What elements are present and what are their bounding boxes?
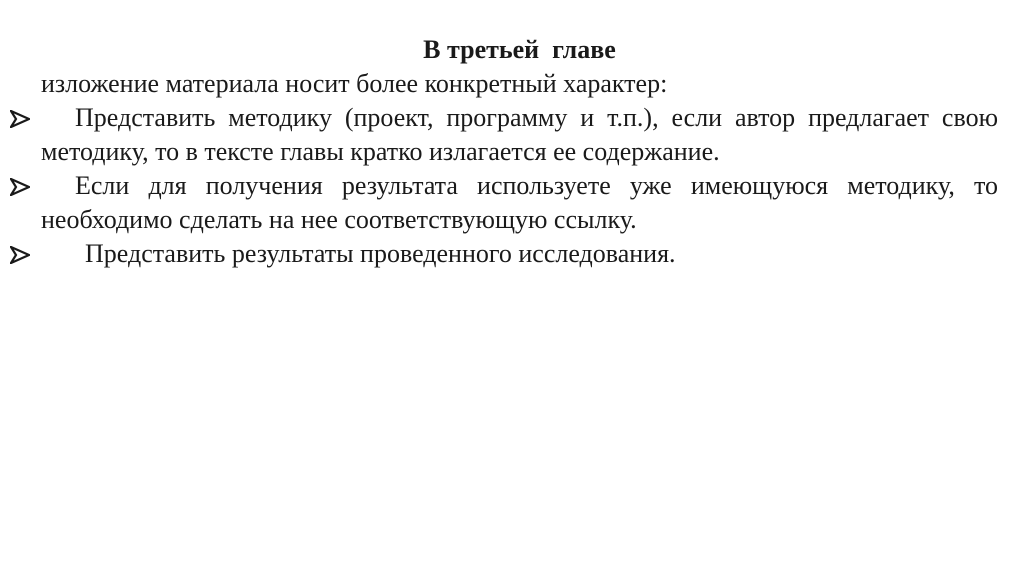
bullet-text-1: Представить методику (проект, программу и т.п.), если автор предлагает свою методику, то в тексте главы кратко излагается ее содержание. — [41, 103, 998, 166]
bullet-text-2: Если для получения результата используете уже имеющуюся методику, то необходимо сделать на нее соответствующую ссылку. — [41, 171, 998, 234]
bullet-item-2 — [41, 169, 998, 237]
bullet-item-3 — [41, 237, 998, 271]
slide-content — [41, 33, 998, 271]
intro-text: изложение материала носит более конкретный характер: — [41, 69, 668, 98]
bullet-item-1 — [41, 101, 998, 169]
bullet-text-3: Представить результаты проведенного исследования. — [85, 239, 676, 268]
slide-title: В третьей главе — [423, 35, 616, 64]
